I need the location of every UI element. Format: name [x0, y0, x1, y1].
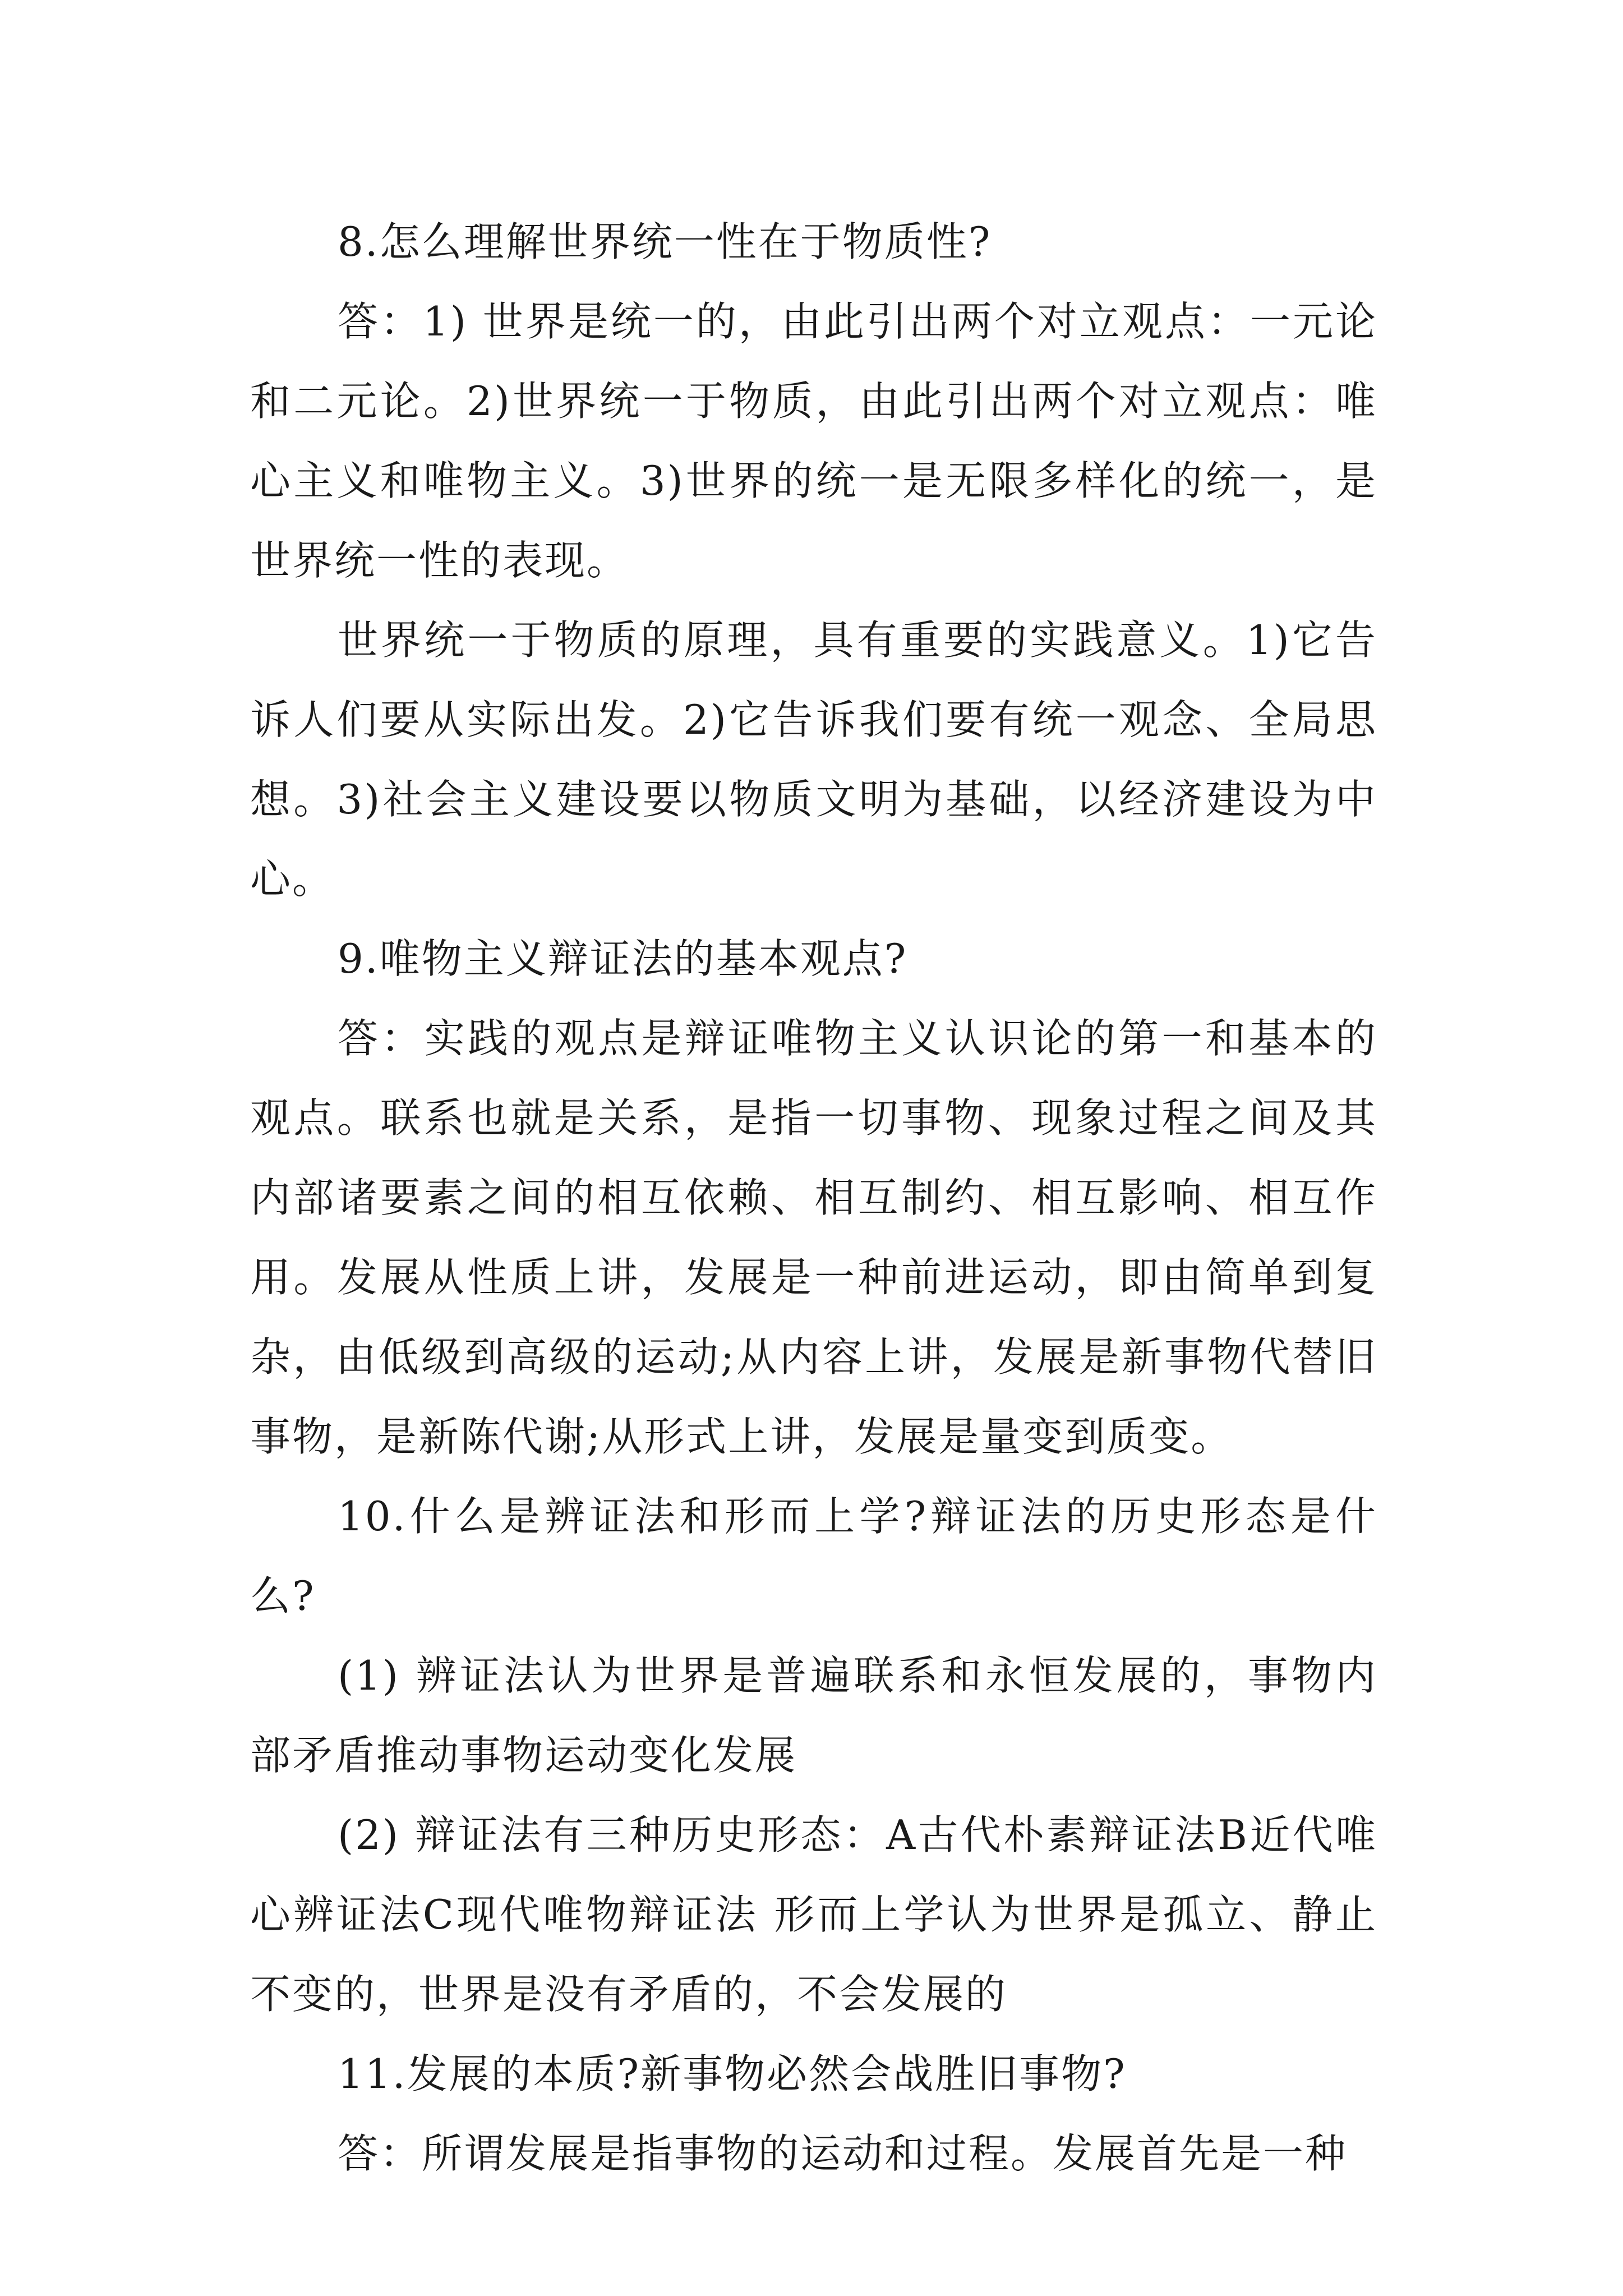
question-10-point-2: (2) 辩证法有三种历史形态：A古代朴素辩证法B近代唯心辨证法C现代唯物辩证法 形而上学认为世界是孤立、静止不变的，世界是没有矛盾的，不会发展的 — [250, 1811, 1377, 2018]
question-8-answer: 答：1) 世界是统一的，由此引出两个对立观点：一元论和二元论。2)世界统一于物质，由此引出两个对立观点：唯心主义和唯物主义。3)世界的统一是无限多样化的统一，是世界统一性的表现。 — [250, 298, 1377, 584]
question-11-heading: 11.发展的本质?新事物必然会战胜旧事物? — [338, 2050, 1127, 2097]
question-11-answer: 答：所谓发展是指事物的运动和过程。发展首先是一种 — [338, 2130, 1348, 2177]
question-8-significance: 世界统一于物质的原理，具有重要的实践意义。1)它告诉人们要从实际出发。2)它告诉我们要有统一观念、全局思想。3)社会主义建设要以物质文明为基础，以经济建设为中心。 — [250, 616, 1377, 903]
question-9-heading: 9.唯物主义辩证法的基本观点? — [338, 935, 908, 982]
question-10-point-1: (1) 辨证法认为世界是普遍联系和永恒发展的，事物内部矛盾推动事物运动变化发展 — [250, 1652, 1377, 1779]
document-body — [250, 202, 1377, 2193]
question-9-answer: 答：实践的观点是辩证唯物主义认识论的第一和基本的观点。联系也就是关系，是指一切事物、现象过程之间及其内部诸要素之间的相互依赖、相互制约、相互影响、相互作用。发展从性质上讲，发展是一种前进运动，即由简单到复杂，由低级到高级的运动;从内容上讲，发展是新事物代替旧事物，是新陈代谢;从形式上讲，发展是量变到质变。 — [250, 1015, 1377, 1460]
question-8-heading: 8.怎么理解世界统一性在于物质性? — [338, 218, 992, 265]
question-10-heading: 10.什么是辨证法和形而上学?辩证法的历史形态是什么? — [250, 1493, 1377, 1619]
